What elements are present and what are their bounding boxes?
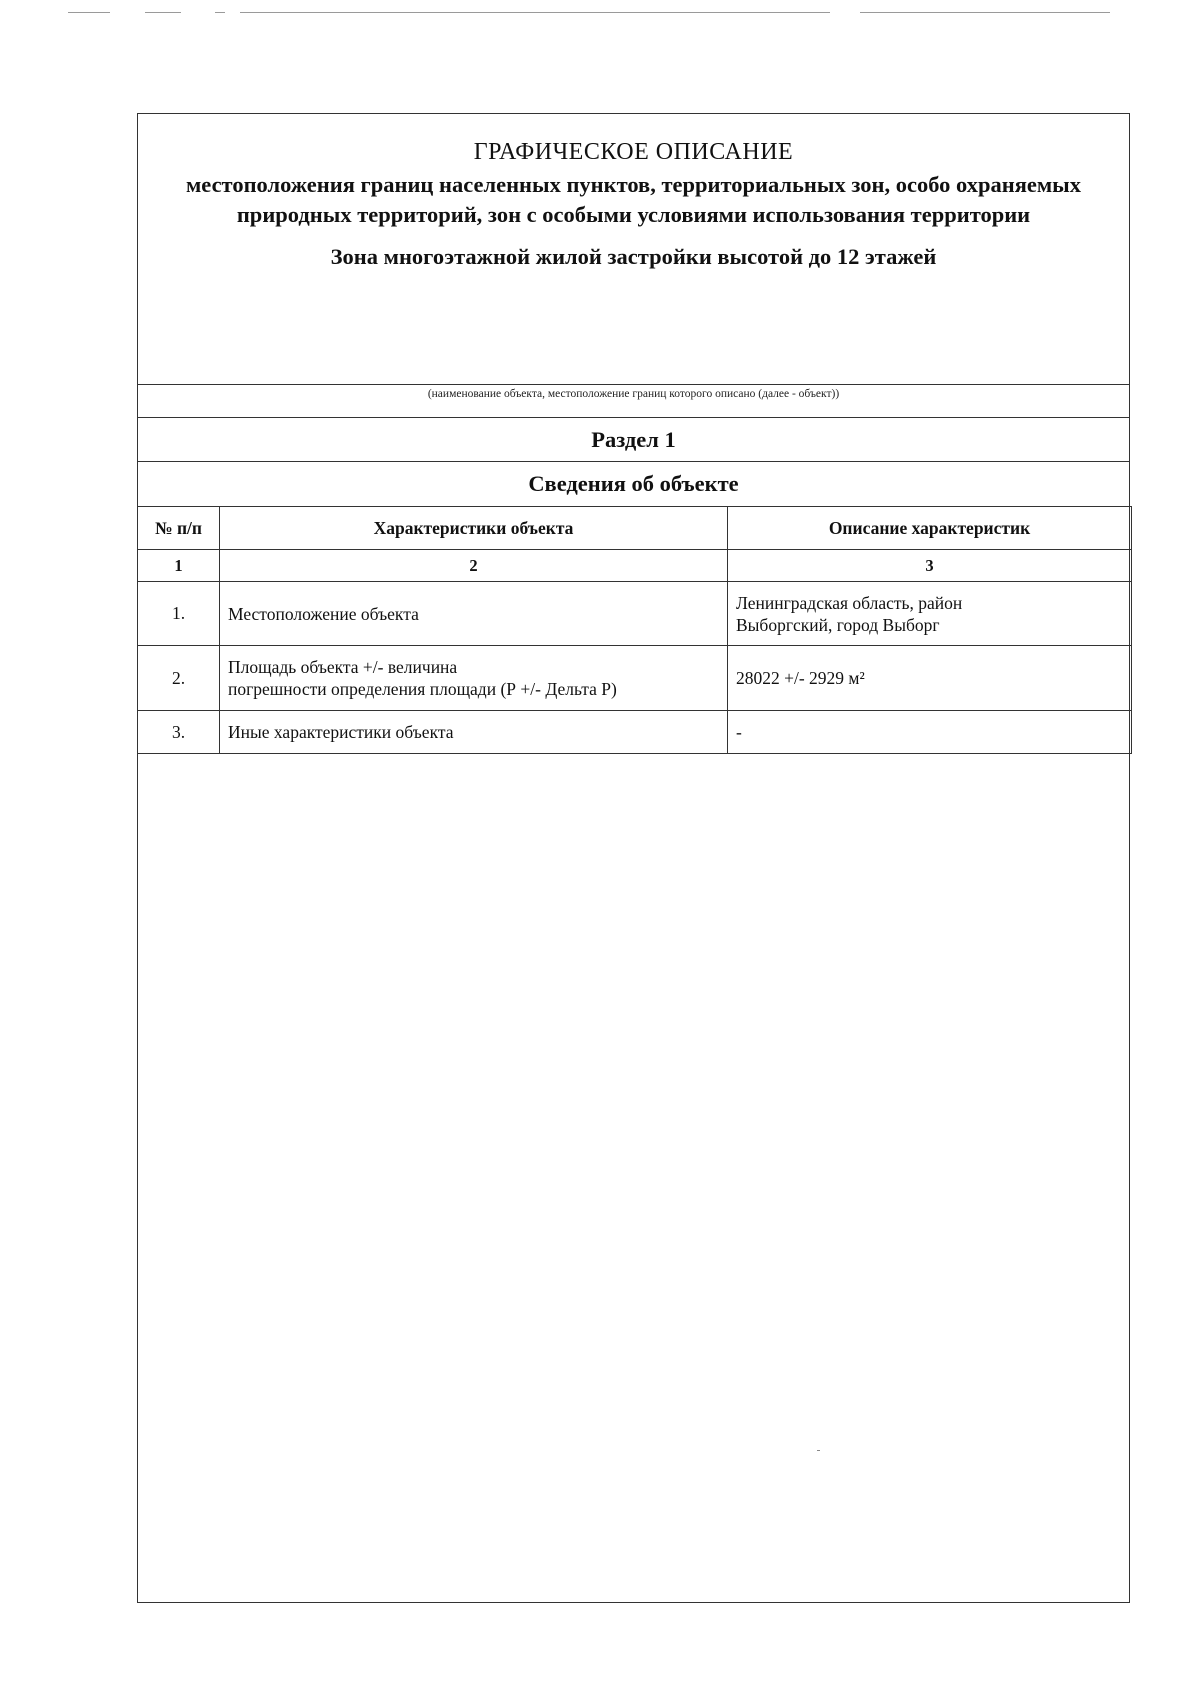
row-characteristic: Иные характеристики объекта [220, 711, 728, 754]
zone-name: Зона многоэтажной жилой застройки высотой до 12 этажей [330, 244, 937, 269]
row-description: Ленинградская область, район Выборгский, город Выборг [728, 582, 1132, 646]
header-cell-description: Описание характеристик [728, 507, 1132, 550]
section-number: Раздел 1 [591, 427, 676, 452]
object-info-table [137, 506, 1132, 754]
row-characteristic: Площадь объекта +/- величина погрешности определения площади (Р +/- Дельта Р) [220, 646, 728, 711]
document-title: ГРАФИЧЕСКОЕ ОПИСАНИЕ [473, 139, 794, 165]
scan-artifact [68, 12, 110, 13]
document-subtitle: местоположения границ населенных пунктов, территориальных зон, особо охраняемых природных территорий, зон с особыми условиями использования территории [185, 172, 1081, 227]
table-row [138, 711, 1132, 754]
object-caption: (наименование объекта, местоположение границ которого описано (далее - объект)) [427, 388, 840, 400]
row-description: 28022 +/- 2929 м² [728, 646, 1132, 711]
row-number: 3. [138, 711, 220, 754]
table-row [138, 646, 1132, 711]
scan-artifact [240, 12, 830, 13]
scan-artifact [145, 12, 181, 13]
header-cell-characteristic: Характеристики объекта [220, 507, 728, 550]
row-number: 2. [138, 646, 220, 711]
column-number-row [138, 550, 1132, 582]
scan-artifact [860, 12, 1110, 13]
document-header [138, 114, 1129, 385]
section-title: Сведения об объекте [528, 471, 739, 496]
document-frame [137, 113, 1130, 1603]
column-number: 2 [220, 550, 728, 582]
row-description: - [728, 711, 1132, 754]
table-row [138, 582, 1132, 646]
column-number: 3 [728, 550, 1132, 582]
column-number: 1 [138, 550, 220, 582]
scan-artifact [215, 12, 225, 13]
row-number: 1. [138, 582, 220, 646]
table-header-row [138, 507, 1132, 550]
header-cell-number: № п/п [138, 507, 220, 550]
scan-speck [817, 1450, 820, 1451]
row-characteristic: Местоположение объекта [220, 582, 728, 646]
